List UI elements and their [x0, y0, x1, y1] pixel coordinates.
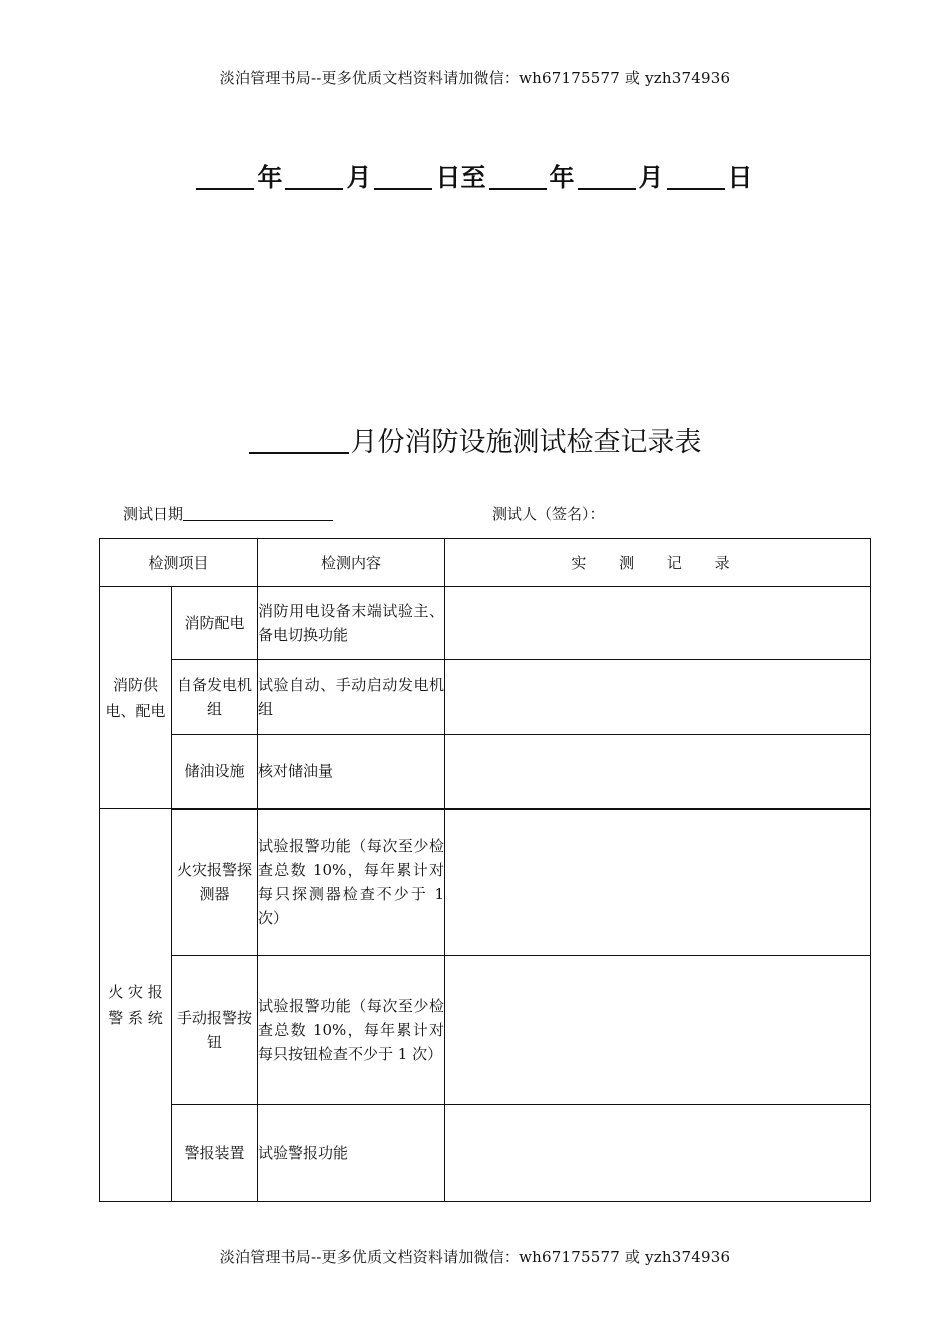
blank-start-day[interactable] [374, 166, 432, 190]
item-cell: 火灾报警探测器 [172, 809, 258, 956]
unit-year-end: 年 [549, 163, 575, 192]
blank-end-month[interactable] [578, 166, 636, 190]
unit-year: 年 [257, 163, 283, 192]
content-cell: 试验报警功能（每次至少检查总数 10%，每年累计对每只按钮检查不少于 1 次） [258, 956, 445, 1105]
item-cell: 消防配电 [172, 587, 258, 660]
table-row [100, 956, 871, 1105]
item-cell: 储油设施 [172, 735, 258, 809]
content-cell: 试验自动、手动启动发电机组 [258, 660, 445, 735]
unit-month-end: 月 [638, 163, 664, 192]
unit-day-to: 日至 [435, 163, 486, 192]
blank-end-day[interactable] [667, 166, 725, 190]
blank-month-number[interactable] [249, 427, 349, 454]
category-power-supply: 消防供电、配电 [100, 587, 172, 809]
record-cell[interactable] [445, 1105, 871, 1202]
unit-month: 月 [346, 163, 372, 192]
item-cell: 手动报警按钮 [172, 956, 258, 1105]
table-row [100, 660, 871, 735]
content-cell: 核对储油量 [258, 735, 445, 809]
tester-signature-label: 测试人（签名）： [492, 505, 605, 523]
table-row [100, 735, 871, 809]
record-cell[interactable] [445, 809, 871, 956]
table-header-row [100, 539, 871, 587]
table-row [100, 809, 871, 956]
content-cell: 试验报警功能（每次至少检查总数 10%，每年累计对每只探测器检查不少于 1 次） [258, 809, 445, 956]
inspection-table [99, 538, 871, 1202]
test-date-field [123, 503, 333, 524]
table-row [100, 587, 871, 660]
header-item: 检测项目 [100, 539, 258, 587]
page-header-watermark: 淡泊管理书局--更多优质文档资料请加微信：wh67175577 或 yzh374936 [219, 69, 731, 87]
record-cell[interactable] [445, 660, 871, 735]
record-cell[interactable] [445, 587, 871, 660]
title-text: 月份消防设施测试检查记录表 [350, 427, 702, 458]
item-cell: 自备发电机 组 [172, 660, 258, 735]
header-content: 检测内容 [258, 539, 445, 587]
category-fire-alarm: 火 灾 报 警 系 统 [100, 809, 172, 1202]
test-date-input[interactable] [183, 506, 333, 521]
page-title [0, 420, 950, 459]
table-row [100, 1105, 871, 1202]
unit-day-end: 日 [727, 163, 753, 192]
content-cell: 试验警报功能 [258, 1105, 445, 1202]
item-cell: 警报装置 [172, 1105, 258, 1202]
test-date-label: 测试日期 [123, 505, 184, 523]
blank-start-month[interactable] [285, 166, 343, 190]
blank-start-year[interactable] [196, 166, 254, 190]
date-range-line [0, 158, 950, 194]
record-cell[interactable] [445, 735, 871, 809]
header-record: 实 测 记 录 [445, 539, 871, 587]
record-cell[interactable] [445, 956, 871, 1105]
content-cell: 消防用电设备末端试验主、备电切换功能 [258, 587, 445, 660]
blank-end-year[interactable] [489, 166, 547, 190]
page-footer-watermark: 淡泊管理书局--更多优质文档资料请加微信：wh67175577 或 yzh374936 [219, 1248, 731, 1266]
